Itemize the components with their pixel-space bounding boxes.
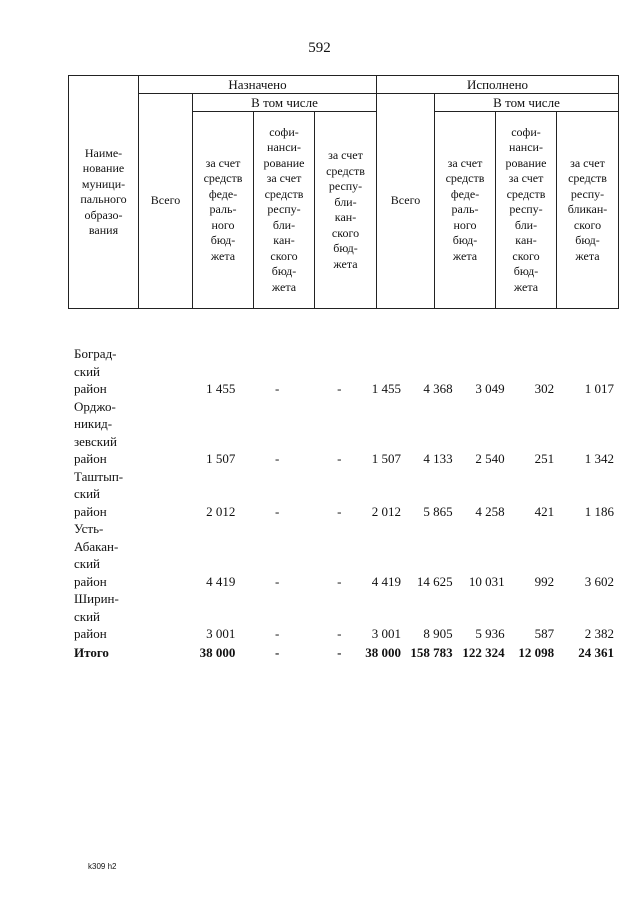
table-cell: 1 017 xyxy=(584,381,614,396)
header-line: жета xyxy=(333,256,358,271)
table-cell: - xyxy=(337,451,342,466)
header-line: нанси- xyxy=(509,140,543,155)
table-cell: 4 419 xyxy=(206,573,236,589)
footer-code: k309 h2 xyxy=(88,862,117,871)
header-executed-federal xyxy=(435,112,496,309)
header-line: респу- xyxy=(328,179,363,193)
header-line: кан- xyxy=(273,233,295,248)
header-line: бюд- xyxy=(271,264,297,279)
table-cell: 3 049 xyxy=(475,381,505,396)
table-cell: 2 540 xyxy=(475,451,505,466)
header-line: бли- xyxy=(272,217,296,232)
header-line: ского xyxy=(512,248,540,263)
header-line: средств xyxy=(203,171,243,186)
header-line: жета xyxy=(575,248,600,263)
header-executed-total: Всего xyxy=(377,94,435,309)
header-line: бли- xyxy=(334,194,357,209)
header-line: нанси- xyxy=(267,140,301,155)
table-cell: 14 625 xyxy=(416,573,453,589)
table-cell: - xyxy=(337,626,342,641)
header-line: феде- xyxy=(208,186,238,201)
header-line: софи- xyxy=(511,124,541,139)
header-line: кан- xyxy=(334,210,357,224)
table-cell: - xyxy=(275,644,280,660)
table-body xyxy=(68,345,618,661)
table-cell: - xyxy=(275,503,280,519)
header-line: средств xyxy=(445,171,485,186)
table-cell: 587 xyxy=(534,626,555,641)
table-cell: 251 xyxy=(534,451,555,466)
header-line: бюд- xyxy=(513,264,539,279)
table-cell: 4 133 xyxy=(423,451,453,466)
table-cell: 5 865 xyxy=(423,503,453,519)
municipality-name: Усть- Абакан- ский район xyxy=(74,521,119,589)
table-cell: - xyxy=(275,381,280,396)
table-cell: - xyxy=(337,644,342,660)
header-line: респу- xyxy=(267,202,301,217)
header-line: средств xyxy=(568,171,607,186)
header-line: феде- xyxy=(450,186,480,201)
header-line: жета xyxy=(452,248,478,263)
table-cell: 302 xyxy=(534,381,555,396)
header-line: бюд- xyxy=(210,233,236,248)
table-cell: 122 324 xyxy=(462,644,505,660)
table-cell: 421 xyxy=(534,503,555,519)
header-line: кан- xyxy=(515,233,537,248)
header-line: за счет xyxy=(508,171,544,186)
header-line: за счет xyxy=(266,171,302,186)
header-line: раль- xyxy=(209,202,237,217)
header-line: жета xyxy=(210,248,236,263)
table-cell: 2 012 xyxy=(206,503,236,519)
header-line: ного xyxy=(453,217,477,232)
total-row xyxy=(68,644,618,662)
table-cell: 3 602 xyxy=(584,573,614,589)
table-cell: 12 098 xyxy=(518,644,555,660)
header-line: за счет xyxy=(570,155,605,170)
table-row xyxy=(68,590,618,643)
table-cell: 4 258 xyxy=(475,503,505,519)
table-cell: 3 001 xyxy=(371,626,401,641)
header-line: вания xyxy=(88,223,119,237)
header-line: ского xyxy=(270,248,298,263)
table-row xyxy=(68,345,618,398)
header-line: бликан- xyxy=(567,202,608,217)
table-cell: - xyxy=(275,626,280,641)
header-line: образо- xyxy=(84,207,123,222)
table-cell: 1 342 xyxy=(584,451,614,466)
municipality-name: Боград- ский район xyxy=(74,346,117,396)
header-executed-including: В том числе xyxy=(435,94,619,112)
table-cell: - xyxy=(337,573,342,589)
table-row xyxy=(68,520,618,590)
header-line: рование xyxy=(263,155,305,170)
table-cell: 1 507 xyxy=(206,451,236,466)
header-line: бли- xyxy=(514,217,538,232)
table-cell: 8 905 xyxy=(423,626,453,641)
table-cell: - xyxy=(275,451,280,466)
header-name-col xyxy=(69,76,139,309)
header-line: ского xyxy=(573,217,602,232)
header-line: жета xyxy=(513,279,539,294)
header-line: Наиме- xyxy=(84,145,123,160)
table-cell: 38 000 xyxy=(199,644,236,660)
municipality-name: Ширин- ский район xyxy=(74,591,119,641)
table-cell: - xyxy=(275,573,280,589)
header-line: респу- xyxy=(570,186,605,201)
municipality-name: Таштып- ский район xyxy=(74,468,124,519)
table-cell: - xyxy=(337,503,342,519)
header-assigned: Назначено xyxy=(139,76,377,94)
table-cell: 1 507 xyxy=(371,451,401,466)
header-assigned-including: В том числе xyxy=(193,94,377,112)
header-line: ского xyxy=(331,225,360,240)
header-line: бюд- xyxy=(333,241,358,255)
header-line: средств xyxy=(264,186,304,201)
header-line: средств xyxy=(326,163,365,178)
header-line: софи- xyxy=(269,124,299,139)
page-number: 592 xyxy=(308,40,331,56)
header-assigned-total: Всего xyxy=(139,94,193,309)
table-cell: 10 031 xyxy=(468,573,505,589)
header-assigned-republic xyxy=(315,112,377,309)
table-cell: 4 368 xyxy=(423,381,453,396)
municipality-name: Итого xyxy=(74,644,109,660)
header-line: за счет xyxy=(447,155,483,170)
table-cell: 38 000 xyxy=(365,644,401,660)
header-executed-republic xyxy=(557,112,619,309)
header-line: нование xyxy=(82,161,125,175)
table-cell: 158 783 xyxy=(410,644,453,660)
header-line: пального xyxy=(80,192,127,206)
municipality-name: Орджо- никид- зевский район xyxy=(74,398,117,466)
table-header xyxy=(68,75,619,309)
table-cell: 24 361 xyxy=(578,644,614,660)
table-cell: 1 186 xyxy=(584,503,614,519)
table-row xyxy=(68,398,618,468)
header-executed-cofin xyxy=(496,112,557,309)
header-executed: Исполнено xyxy=(377,76,619,94)
header-line: респу- xyxy=(509,202,543,217)
table-cell: 5 936 xyxy=(475,626,505,641)
table-cell: 2 382 xyxy=(584,626,614,641)
header-line: муници- xyxy=(81,176,126,191)
table-cell: - xyxy=(337,381,342,396)
header-line: средств xyxy=(506,186,546,201)
table-cell: 2 012 xyxy=(371,503,401,519)
header-line: бюд- xyxy=(575,233,600,248)
header-line: бюд- xyxy=(452,233,478,248)
table-cell: 1 455 xyxy=(371,381,401,396)
header-line: жета xyxy=(271,279,297,294)
table-cell: 1 455 xyxy=(206,381,236,396)
table-cell: 992 xyxy=(534,573,555,589)
header-line: раль- xyxy=(451,202,479,217)
header-line: рование xyxy=(505,155,547,170)
header-assigned-federal xyxy=(193,112,254,309)
table-cell: 3 001 xyxy=(206,626,236,641)
header-assigned-cofin xyxy=(254,112,315,309)
table-row xyxy=(68,468,618,521)
header-line: ного xyxy=(211,217,235,232)
header-line: за счет xyxy=(205,155,241,170)
header-line: за счет xyxy=(328,148,363,162)
table-cell: 4 419 xyxy=(371,573,401,589)
